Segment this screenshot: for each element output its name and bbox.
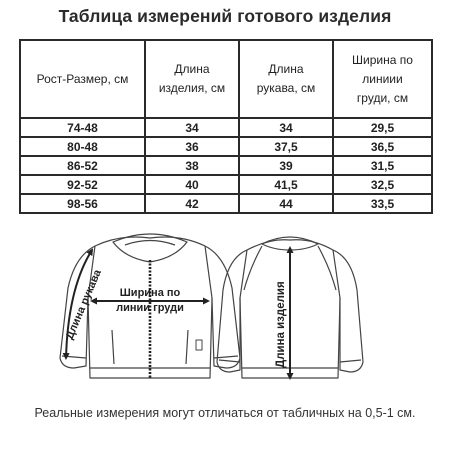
cell-sleeve: 44 bbox=[239, 194, 333, 213]
cell-length: 42 bbox=[145, 194, 239, 213]
header-sleeve-line2: рукава, см bbox=[256, 81, 316, 95]
table-row bbox=[20, 175, 432, 194]
cell-chest: 32,5 bbox=[333, 175, 432, 194]
cell-size: 74-48 bbox=[20, 118, 145, 137]
header-size-text: Рост-Размер, см bbox=[36, 71, 129, 86]
cell-chest: 29,5 bbox=[333, 118, 432, 137]
measurement-table bbox=[19, 39, 433, 214]
cell-size: 80-48 bbox=[20, 137, 145, 156]
header-sleeve bbox=[239, 40, 333, 118]
cell-length: 34 bbox=[145, 118, 239, 137]
chest-width-label-line1: Ширина по bbox=[119, 287, 181, 299]
header-chest-line2: линиии bbox=[362, 71, 403, 86]
header-size bbox=[20, 40, 145, 118]
cell-length: 38 bbox=[145, 156, 239, 175]
cell-size: 86-52 bbox=[20, 156, 145, 175]
table-row bbox=[20, 118, 432, 137]
chest-width-label-line2: линии груди bbox=[116, 302, 184, 314]
cell-sleeve: 41,5 bbox=[239, 175, 333, 194]
header-chest-line1: Ширина по bbox=[352, 52, 413, 67]
cell-sleeve: 39 bbox=[239, 156, 333, 175]
page-title: Таблица измерений готового изделия bbox=[58, 6, 392, 26]
header-chest-line3: груди, см bbox=[356, 90, 409, 105]
table-row bbox=[20, 156, 432, 175]
table-row bbox=[20, 137, 432, 156]
cell-length: 40 bbox=[145, 175, 239, 194]
cell-chest: 33,5 bbox=[333, 194, 432, 213]
cell-sleeve: 34 bbox=[239, 118, 333, 137]
header-chest bbox=[333, 40, 432, 118]
header-length-line2: изделия, см bbox=[158, 81, 226, 95]
cell-chest: 36,5 bbox=[333, 137, 432, 156]
cell-sleeve: 37,5 bbox=[239, 137, 333, 156]
header-sleeve-line1: Длина bbox=[268, 62, 304, 76]
measurement-note: Реальные измерения могут отличаться от табличных на 0,5-1 см. bbox=[34, 406, 416, 420]
sleeve-length-label: Длина рукава bbox=[63, 267, 104, 342]
garment-diagrams bbox=[0, 228, 450, 398]
garment-length-label: Длина изделия bbox=[275, 281, 287, 368]
cell-size: 98-56 bbox=[20, 194, 145, 213]
cell-chest: 31,5 bbox=[333, 156, 432, 175]
header-length bbox=[145, 40, 239, 118]
cell-size: 92-52 bbox=[20, 175, 145, 194]
table-header-row bbox=[20, 40, 432, 118]
table-row bbox=[20, 194, 432, 213]
header-length-line1: Длина bbox=[174, 62, 210, 76]
cell-length: 36 bbox=[145, 137, 239, 156]
